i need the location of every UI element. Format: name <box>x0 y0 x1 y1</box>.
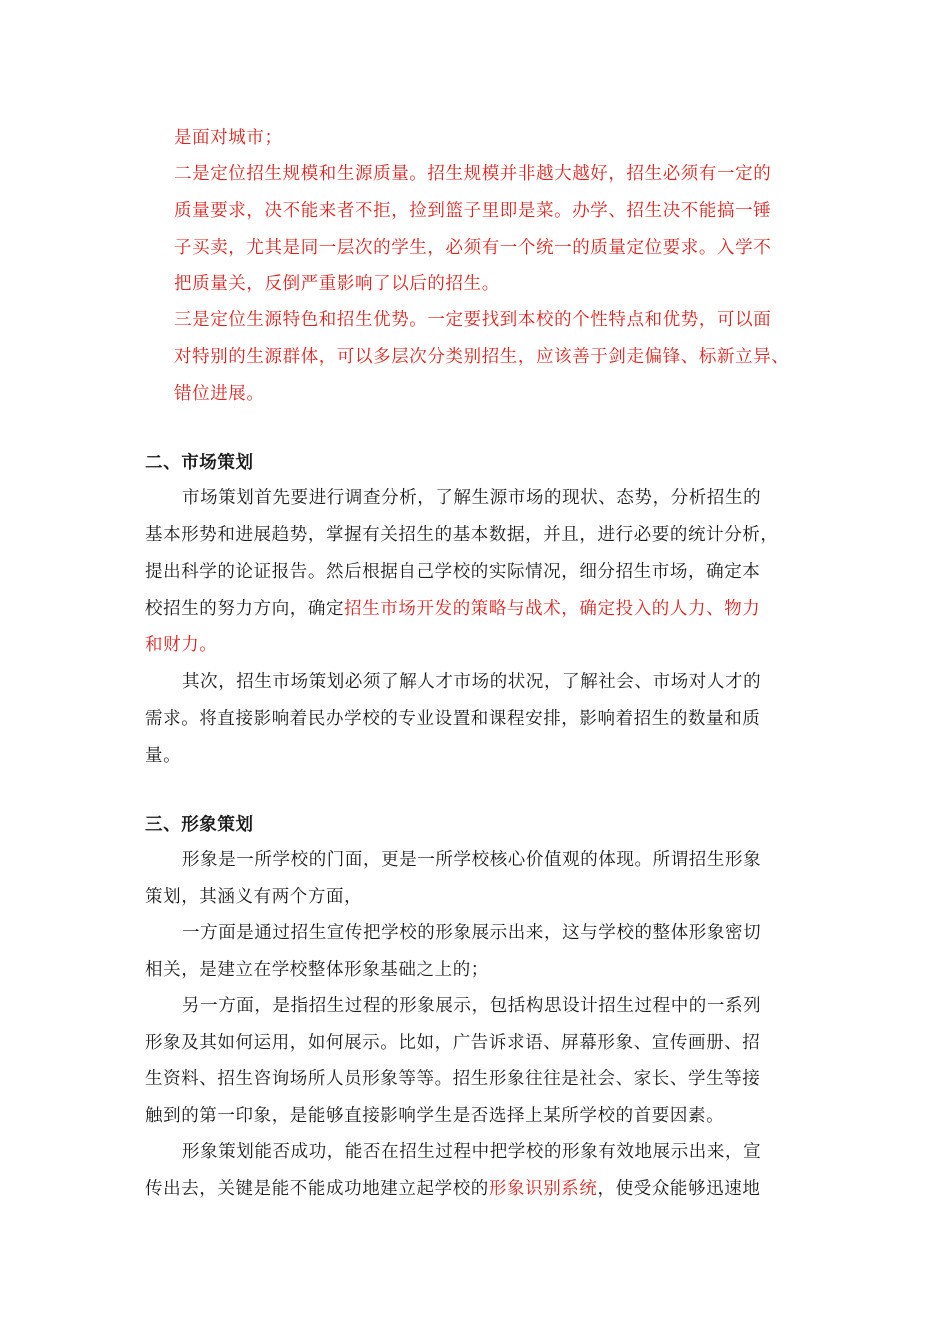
section-heading: 三、形象策划 <box>145 815 254 835</box>
text-line: 错位进展。 <box>174 384 265 404</box>
text-line: 市场策划首先要进行调查分析，了解生源市场的现状、态势，分析招生的 <box>182 488 762 508</box>
text-line: 策划，其涵义有两个方面， <box>145 887 363 907</box>
text-line <box>145 598 760 620</box>
text-line: 需求。将直接影响着民办学校的专业设置和课程安排，影响着招生的数量和质 <box>145 709 761 729</box>
text-line: 是面对城市； <box>174 128 283 148</box>
text-line: 三是定位生源特色和招生优势。一定要找到本校的个性特点和优势，可以面 <box>174 310 772 330</box>
text-line: 对特别的生源群体，可以多层次分类别招生，应该善于剑走偏锋、标新立异、 <box>174 347 790 367</box>
text-line: 量。 <box>145 746 182 766</box>
text-run: 校招生的努力方向，确定 <box>145 599 345 619</box>
text-run: 传出去，关键是能不能成功地建立起学校的 <box>145 1179 489 1199</box>
text-line: 形象是一所学校的门面，更是一所学校核心价值观的体现。所谓招生形象 <box>182 850 762 870</box>
text-line: 触到的第一印象，是能够直接影响学生是否选择上某所学校的首要因素。 <box>145 1106 725 1126</box>
highlight-text: 招生市场开发的策略与战术，确定投入的人力、物力 <box>344 599 761 619</box>
text-line: 形象及其如何运用，如何展示。比如，广告诉求语、屏幕形象、宣传画册、招 <box>145 1033 761 1053</box>
text-line: 生资料、招生咨询场所人员形象等等。招生形象往往是社会、家长、学生等接 <box>145 1069 761 1089</box>
text-line: 子买卖，尤其是同一层次的学生，必须有一个统一的质量定位要求。入学不 <box>174 238 772 258</box>
text-line: 另一方面，是指招生过程的形象展示，包括构思设计招生过程中的一系列 <box>182 996 762 1016</box>
text-line: 质量要求，决不能来者不拒，捡到篮子里即是菜。办学、招生决不能搞一锤 <box>174 201 772 221</box>
text-line: 提出科学的论证报告。然后根据自己学校的实际情况，细分招生市场，确定本 <box>145 562 761 582</box>
highlight-text: 和财力。 <box>145 635 218 655</box>
text-line: 把质量关，反倒严重影响了以后的招生。 <box>174 274 500 294</box>
text-line: 基本形势和进展趋势，掌握有关招生的基本数据，并且，进行必要的统计分析， <box>145 525 779 545</box>
text-line <box>145 1178 760 1200</box>
highlight-text: 形象识别系统 <box>488 1179 598 1199</box>
text-line: 形象策划能否成功，能否在招生过程中把学校的形象有效地展示出来，宣 <box>182 1142 762 1162</box>
text-line: 二是定位招生规模和生源质量。招生规模并非越大越好，招生必须有一定的 <box>174 164 772 184</box>
text-line: 一方面是通过招生宣传把学校的形象展示出来，这与学校的整体形象密切 <box>182 923 762 943</box>
section-heading: 二、市场策划 <box>145 453 254 473</box>
text-run: ，使受众能够迅速地 <box>597 1179 761 1199</box>
text-line: 其次，招生市场策划必须了解人才市场的状况，了解社会、市场对人才的 <box>182 672 762 692</box>
text-line: 相关，是建立在学校整体形象基础之上的； <box>145 960 489 980</box>
